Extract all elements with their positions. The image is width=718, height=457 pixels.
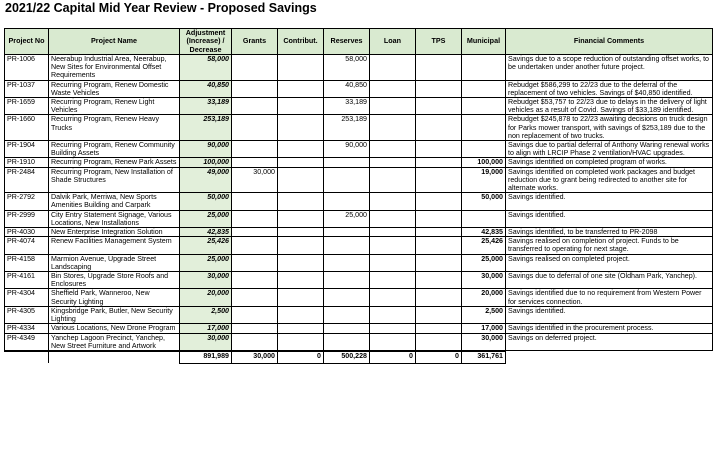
cell-project-name: Recurring Program, Renew Community Building Assets: [49, 141, 180, 158]
cell-grants: [232, 254, 278, 271]
cell-adjustment: 25,000: [180, 254, 232, 271]
cell-tps: [416, 158, 462, 167]
cell-loan: [370, 324, 416, 333]
header-project-name: Project Name: [49, 29, 180, 55]
table-row: [5, 55, 713, 81]
cell-adjustment: 58,000: [180, 55, 232, 81]
cell-project-name: Sheffield Park, Wanneroo, New Security Lighting: [49, 289, 180, 306]
cell-grants: [232, 80, 278, 97]
cell-project-name: Neerabup Industrial Area, Neerabup, New Sites for Environmental Offset Requirements: [49, 55, 180, 81]
cell-project-no: PR-4074: [5, 237, 49, 254]
cell-grants: [232, 228, 278, 237]
cell-reserves: [324, 193, 370, 210]
cell-reserves: 58,000: [324, 55, 370, 81]
totals-blank: [49, 351, 180, 364]
cell-reserves: [324, 158, 370, 167]
cell-grants: [232, 55, 278, 81]
total-adjustment: 891,989: [180, 351, 232, 364]
cell-grants: [232, 210, 278, 227]
cell-project-name: Renew Facilities Management System: [49, 237, 180, 254]
cell-financial-comment: Savings identified.: [506, 306, 713, 323]
cell-grants: [232, 115, 278, 141]
cell-contributions: [278, 254, 324, 271]
cell-tps: [416, 115, 462, 141]
cell-tps: [416, 228, 462, 237]
cell-loan: [370, 228, 416, 237]
cell-reserves: [324, 306, 370, 323]
header-municipal: Municipal: [462, 29, 506, 55]
cell-contributions: [278, 55, 324, 81]
cell-project-no: PR-1904: [5, 141, 49, 158]
table-row: [5, 141, 713, 158]
cell-contributions: [278, 272, 324, 289]
cell-financial-comment: Rebudget $53,757 to 22/23 due to delays in the delivery of light vehicles as a result of Covid. Savings of $33,189 identified.: [506, 98, 713, 115]
cell-municipal: 42,835: [462, 228, 506, 237]
cell-tps: [416, 237, 462, 254]
cell-tps: [416, 272, 462, 289]
cell-project-no: PR-4305: [5, 306, 49, 323]
cell-municipal: 17,000: [462, 324, 506, 333]
cell-reserves: [324, 272, 370, 289]
totals-blank: [5, 351, 49, 364]
cell-financial-comment: Savings on deferred project.: [506, 333, 713, 351]
cell-tps: [416, 289, 462, 306]
cell-project-name: Yanchep Lagoon Precinct, Yanchep, New Street Furniture and Artwork: [49, 333, 180, 351]
cell-project-no: PR-1660: [5, 115, 49, 141]
cell-contributions: [278, 167, 324, 193]
table-row: [5, 289, 713, 306]
table-row: [5, 80, 713, 97]
cell-tps: [416, 193, 462, 210]
cell-loan: [370, 237, 416, 254]
cell-project-no: PR-4161: [5, 272, 49, 289]
table-row: [5, 237, 713, 254]
cell-contributions: [278, 115, 324, 141]
cell-tps: [416, 333, 462, 351]
cell-reserves: 40,850: [324, 80, 370, 97]
cell-grants: 30,000: [232, 167, 278, 193]
cell-loan: [370, 333, 416, 351]
cell-adjustment: 40,850: [180, 80, 232, 97]
cell-municipal: 2,500: [462, 306, 506, 323]
cell-financial-comment: Savings realised on completion of project. Funds to be transferred to operating for next stage.: [506, 237, 713, 254]
cell-municipal: [462, 80, 506, 97]
cell-financial-comment: Savings identified on completed program of works.: [506, 158, 713, 167]
cell-adjustment: 253,189: [180, 115, 232, 141]
cell-loan: [370, 193, 416, 210]
cell-contributions: [278, 289, 324, 306]
cell-adjustment: 100,000: [180, 158, 232, 167]
cell-reserves: 90,000: [324, 141, 370, 158]
cell-tps: [416, 254, 462, 271]
cell-reserves: 25,000: [324, 210, 370, 227]
cell-municipal: [462, 141, 506, 158]
cell-project-name: Dalvik Park, Merriwa, New Sports Amenities Building and Carpark: [49, 193, 180, 210]
cell-project-no: PR-1037: [5, 80, 49, 97]
cell-municipal: 30,000: [462, 272, 506, 289]
cell-loan: [370, 272, 416, 289]
table-row: [5, 193, 713, 210]
table-row: [5, 272, 713, 289]
cell-reserves: [324, 289, 370, 306]
total-contributions: 0: [278, 351, 324, 364]
cell-financial-comment: Savings identified due to no requirement from Western Power for services connection.: [506, 289, 713, 306]
cell-loan: [370, 167, 416, 193]
cell-project-no: PR-4334: [5, 324, 49, 333]
cell-financial-comment: Savings due to deferral of one site (Oldham Park, Yanchep).: [506, 272, 713, 289]
cell-adjustment: 90,000: [180, 141, 232, 158]
cell-reserves: [324, 167, 370, 193]
table-row: [5, 324, 713, 333]
cell-contributions: [278, 80, 324, 97]
cell-project-name: Bin Stores, Upgrade Store Roofs and Enclosures: [49, 272, 180, 289]
cell-adjustment: 25,426: [180, 237, 232, 254]
cell-adjustment: 20,000: [180, 289, 232, 306]
cell-tps: [416, 98, 462, 115]
cell-loan: [370, 141, 416, 158]
cell-project-name: Recurring Program, Renew Heavy Trucks: [49, 115, 180, 141]
cell-project-no: PR-4030: [5, 228, 49, 237]
cell-loan: [370, 158, 416, 167]
cell-loan: [370, 289, 416, 306]
cell-project-no: PR-4304: [5, 289, 49, 306]
cell-grants: [232, 272, 278, 289]
table-row: [5, 98, 713, 115]
header-financial-comments: Financial Comments: [506, 29, 713, 55]
total-tps: 0: [416, 351, 462, 364]
header-project-no: Project No: [5, 29, 49, 55]
cell-financial-comment: Savings due to a scope reduction of outstanding offset works, to be undertaken under another future project.: [506, 55, 713, 81]
cell-municipal: [462, 115, 506, 141]
header-tps: TPS: [416, 29, 462, 55]
cell-financial-comment: Savings identified, to be transferred to PR-2098: [506, 228, 713, 237]
cell-project-name: Recurring Program, Renew Domestic Waste Vehicles: [49, 80, 180, 97]
cell-financial-comment: Savings identified on completed work packages and budget reduction due to grant being redirected to another site for alternate works.: [506, 167, 713, 193]
cell-tps: [416, 141, 462, 158]
cell-project-name: Recurring Program, Renew Park Assets: [49, 158, 180, 167]
cell-project-no: PR-1659: [5, 98, 49, 115]
cell-project-name: Kingsbridge Park, Butler, New Security Lighting: [49, 306, 180, 323]
cell-grants: [232, 289, 278, 306]
cell-reserves: [324, 228, 370, 237]
table-row: [5, 158, 713, 167]
cell-contributions: [278, 141, 324, 158]
cell-project-name: City Entry Statement Signage, Various Locations, New Installations: [49, 210, 180, 227]
total-municipal: 361,761: [462, 351, 506, 364]
cell-grants: [232, 306, 278, 323]
cell-grants: [232, 158, 278, 167]
cell-project-name: Marmion Avenue, Upgrade Street Landscaping: [49, 254, 180, 271]
cell-grants: [232, 98, 278, 115]
cell-municipal: [462, 55, 506, 81]
cell-financial-comment: Savings identified.: [506, 193, 713, 210]
cell-tps: [416, 210, 462, 227]
totals-blank: [506, 351, 713, 364]
cell-adjustment: 2,500: [180, 306, 232, 323]
table-row: [5, 306, 713, 323]
cell-financial-comment: Savings identified in the procurement process.: [506, 324, 713, 333]
cell-project-no: PR-2999: [5, 210, 49, 227]
cell-reserves: 33,189: [324, 98, 370, 115]
cell-municipal: 30,000: [462, 333, 506, 351]
cell-municipal: 50,000: [462, 193, 506, 210]
cell-adjustment: 50,000: [180, 193, 232, 210]
cell-financial-comment: Savings due to partial deferral of Anthony Waring renewal works to align with LRCIP Phase 2 ventilation/HVAC upgrades.: [506, 141, 713, 158]
cell-tps: [416, 324, 462, 333]
cell-loan: [370, 306, 416, 323]
cell-financial-comment: Rebudget $586,299 to 22/23 due to the deferral of the replacement of two vehicles. Savings of $40,850 identified.: [506, 80, 713, 97]
cell-adjustment: 49,000: [180, 167, 232, 193]
cell-grants: [232, 193, 278, 210]
cell-adjustment: 42,835: [180, 228, 232, 237]
header-loan: Loan: [370, 29, 416, 55]
cell-tps: [416, 55, 462, 81]
cell-tps: [416, 167, 462, 193]
cell-financial-comment: Rebudget $245,878 to 22/23 awaiting decisions on truck design for Parks mower transport, with savings of $253,189 due to the non replacement of two trucks.: [506, 115, 713, 141]
totals-row: [5, 351, 713, 364]
total-loan: 0: [370, 351, 416, 364]
cell-municipal: 20,000: [462, 289, 506, 306]
cell-reserves: 253,189: [324, 115, 370, 141]
cell-project-no: PR-2792: [5, 193, 49, 210]
table-row: [5, 333, 713, 351]
cell-municipal: [462, 210, 506, 227]
cell-project-no: PR-1006: [5, 55, 49, 81]
cell-tps: [416, 80, 462, 97]
cell-contributions: [278, 210, 324, 227]
cell-project-name: Recurring Program, Renew Light Vehicles: [49, 98, 180, 115]
cell-grants: [232, 237, 278, 254]
total-grants: 30,000: [232, 351, 278, 364]
cell-reserves: [324, 237, 370, 254]
cell-adjustment: 25,000: [180, 210, 232, 227]
cell-municipal: [462, 98, 506, 115]
cell-municipal: 100,000: [462, 158, 506, 167]
cell-municipal: 25,426: [462, 237, 506, 254]
header-grants: Grants: [232, 29, 278, 55]
cell-contributions: [278, 193, 324, 210]
cell-project-no: PR-1910: [5, 158, 49, 167]
cell-loan: [370, 254, 416, 271]
cell-financial-comment: Savings realised on completed project.: [506, 254, 713, 271]
cell-financial-comment: Savings identified.: [506, 210, 713, 227]
cell-adjustment: 30,000: [180, 272, 232, 289]
header-reserves: Reserves: [324, 29, 370, 55]
page-title: 2021/22 Capital Mid Year Review - Proposed Savings: [5, 1, 317, 15]
cell-contributions: [278, 158, 324, 167]
cell-municipal: 19,000: [462, 167, 506, 193]
cell-contributions: [278, 333, 324, 351]
cell-contributions: [278, 324, 324, 333]
cell-contributions: [278, 228, 324, 237]
table-row: [5, 115, 713, 141]
cell-project-name: Various Locations, New Drone Program: [49, 324, 180, 333]
cell-project-no: PR-2484: [5, 167, 49, 193]
cell-project-no: PR-4158: [5, 254, 49, 271]
cell-loan: [370, 80, 416, 97]
cell-adjustment: 33,189: [180, 98, 232, 115]
cell-municipal: 25,000: [462, 254, 506, 271]
cell-contributions: [278, 98, 324, 115]
header-row: [5, 29, 713, 55]
cell-grants: [232, 141, 278, 158]
total-reserves: 500,228: [324, 351, 370, 364]
table-row: [5, 210, 713, 227]
cell-loan: [370, 115, 416, 141]
cell-reserves: [324, 333, 370, 351]
cell-reserves: [324, 254, 370, 271]
cell-loan: [370, 210, 416, 227]
savings-table: [4, 28, 713, 364]
cell-contributions: [278, 306, 324, 323]
cell-grants: [232, 324, 278, 333]
cell-reserves: [324, 324, 370, 333]
table-row: [5, 167, 713, 193]
table-row: [5, 228, 713, 237]
cell-loan: [370, 98, 416, 115]
cell-adjustment: 17,000: [180, 324, 232, 333]
cell-loan: [370, 55, 416, 81]
table-row: [5, 254, 713, 271]
cell-adjustment: 30,000: [180, 333, 232, 351]
cell-project-no: PR-4349: [5, 333, 49, 351]
cell-grants: [232, 333, 278, 351]
header-adjustment: Adjustment (Increase) / Decrease: [180, 29, 232, 55]
cell-contributions: [278, 237, 324, 254]
cell-project-name: Recurring Program, New Installation of Shade Structures: [49, 167, 180, 193]
header-contributions: Contribut.: [278, 29, 324, 55]
cell-tps: [416, 306, 462, 323]
cell-project-name: New Enterprise Integration Solution: [49, 228, 180, 237]
